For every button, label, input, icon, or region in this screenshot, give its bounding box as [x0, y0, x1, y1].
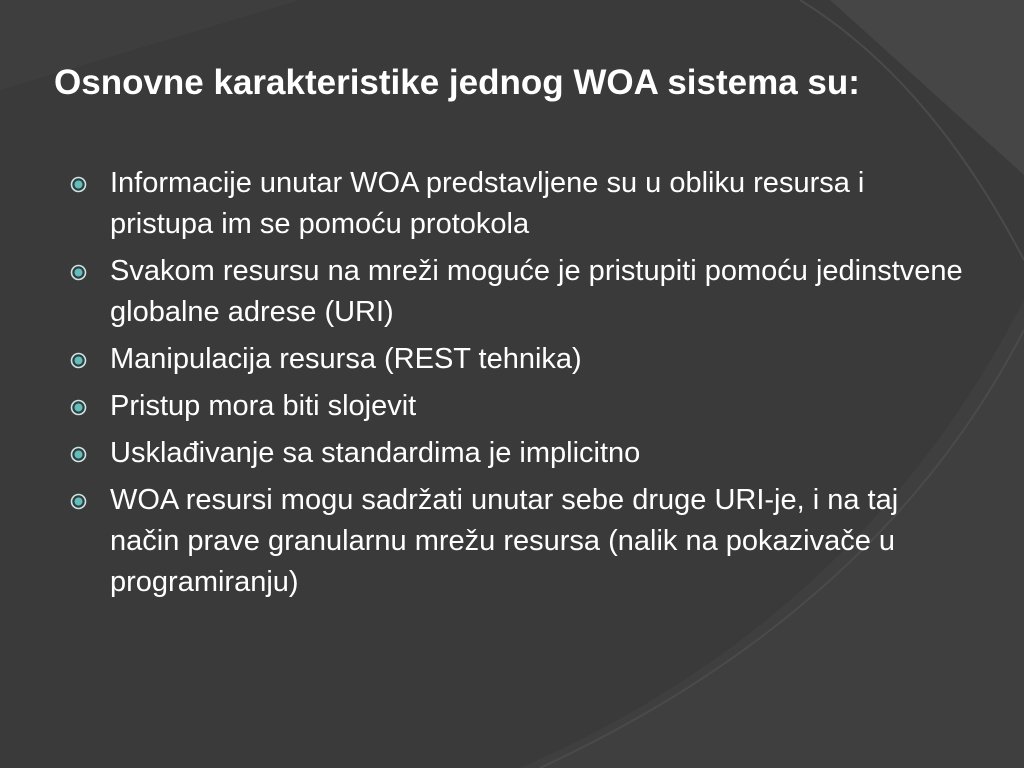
bullet-item [70, 433, 970, 474]
bullet-text: Usklađivanje sa standardima je implicitno [110, 437, 641, 469]
bullet-text: WOA resursi mogu sadržati unutar sebe druge URI-je, i na taj način prave granularnu mrežu resursa (nalik na pokazivače u programiranju) [110, 484, 899, 598]
circle-bullet-icon [70, 352, 87, 369]
circle-bullet-icon [70, 493, 87, 510]
bullet-item [70, 163, 970, 245]
circle-bullet-icon [70, 176, 87, 193]
bullet-item [70, 480, 970, 603]
bullet-item [70, 251, 970, 333]
circle-bullet-icon [70, 446, 87, 463]
bullet-text: Svakom resursu na mreži moguće je pristupiti pomoću jedinstvene globalne adrese (URI) [110, 255, 963, 328]
bullet-item [70, 339, 970, 380]
bullet-item [70, 386, 970, 427]
bullet-text: Pristup mora biti slojevit [110, 390, 417, 422]
bullet-text: Manipulacija resursa (REST tehnika) [110, 343, 582, 375]
circle-bullet-icon [70, 264, 87, 281]
circle-bullet-icon [70, 399, 87, 416]
bullet-text: Informacije unutar WOA predstavljene su u obliku resursa i pristupa im se pomoću protokola [110, 167, 865, 240]
slide-title: Osnovne karakteristike jednog WOA sistema su: [54, 63, 860, 102]
bullet-list [70, 163, 970, 609]
